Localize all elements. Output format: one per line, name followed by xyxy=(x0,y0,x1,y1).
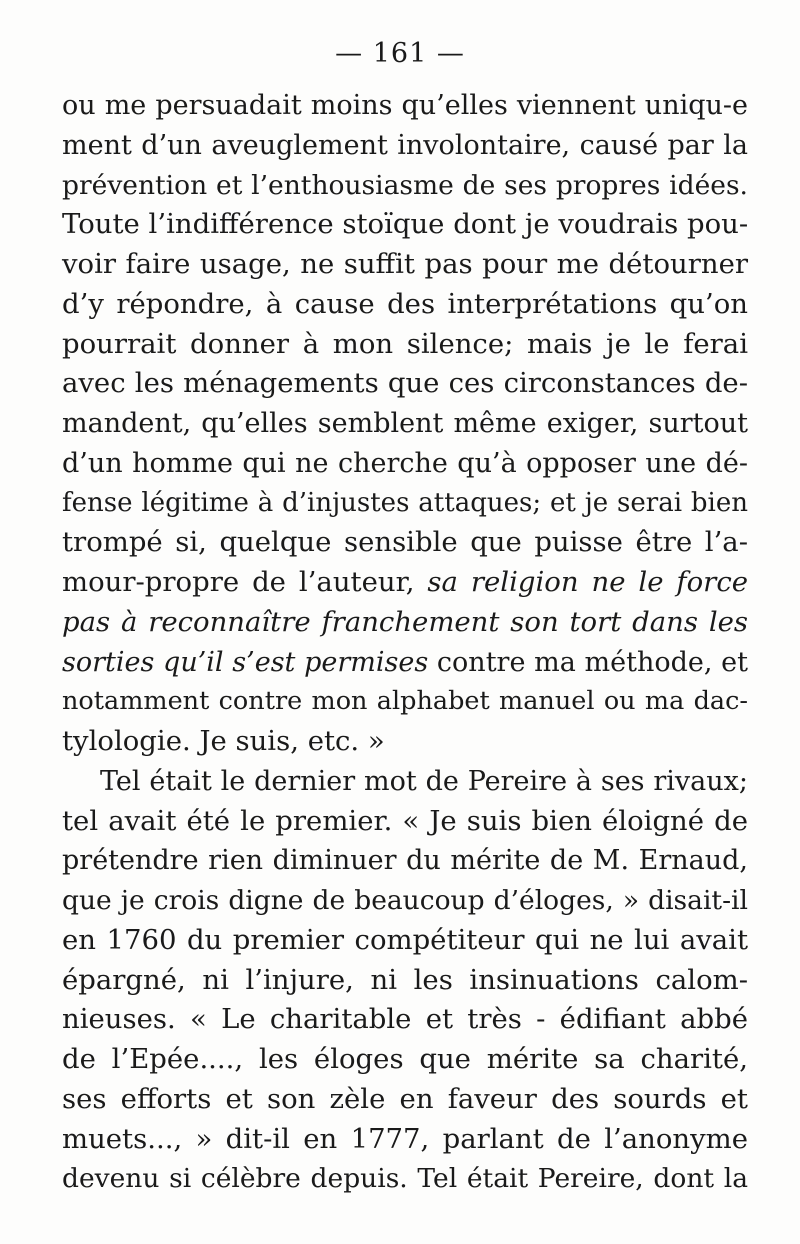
text-line: devenu si célèbre depuis. Tel était Pereire, dont la xyxy=(62,1163,748,1195)
italic-quote: sorties qu’il s’est permises xyxy=(62,646,429,678)
text-line: avec les ménagements que ces circonstances de- xyxy=(62,367,748,400)
text-run: mour-propre de l’auteur, xyxy=(62,566,428,598)
text-line: mandent, qu’elles semblent même exiger, surtout xyxy=(62,408,748,439)
text-line: nieuses. « Le charitable et très - édifiant abbé xyxy=(62,1003,748,1036)
italic-quote: pas à reconnaître franchement son tort dans les xyxy=(62,605,748,638)
text-line: prévention et l’enthousiasme de ses propres idées. xyxy=(62,169,748,201)
text-line: d’y répondre, à cause des interprétations qu’on xyxy=(62,287,748,320)
italic-quote: sa religion ne le force xyxy=(427,566,748,598)
text-line: tylologie. Je suis, etc. » xyxy=(62,725,385,757)
text-line: Tel était le dernier mot de Pereire à ses rivaux; xyxy=(100,765,748,797)
text-line xyxy=(62,603,748,643)
text-line: fense légitime à d’injustes attaques; et je serai bien xyxy=(62,487,748,518)
text-line: prétendre rien diminuer du mérite de M. Ernaud, xyxy=(62,845,748,877)
text-line: d’un homme qui ne cherche qu’à opposer une dé- xyxy=(62,447,748,479)
text-line: ment d’un aveuglement involontaire, causé par la xyxy=(62,129,748,161)
text-line: voir faire usage, ne suffit pas pour me détourner xyxy=(62,248,748,280)
text-line: Toute l’indifférence stoïque dont je voudrais pou- xyxy=(62,208,749,241)
text-line: notamment contre mon alphabet manuel ou ma dac- xyxy=(62,686,748,717)
body-text xyxy=(62,86,748,1199)
text-run: contre ma méthode, et xyxy=(428,646,748,678)
text-line: muets..., » dit-il en 1777, parlant de l’anonyme xyxy=(62,1122,748,1155)
text-line: tel avait été le premier. « Je suis bien éloigné de xyxy=(62,804,748,837)
text-line: ou me persuadait moins qu’elles viennent uniqu-e xyxy=(62,90,748,121)
page-number: — 161 — xyxy=(335,38,465,69)
text-line xyxy=(62,563,748,603)
text-line: de l’Epée...., les éloges que mérite sa charité, xyxy=(62,1043,748,1075)
text-line: que je crois digne de beaucoup d’éloges, » disait-il xyxy=(62,885,748,916)
text-line: épargné, ni l’injure, ni les insinuations calom- xyxy=(62,963,748,996)
text-line: trompé si, quelque sensible que puisse être l’a- xyxy=(62,526,748,559)
text-line xyxy=(62,643,748,683)
text-line: en 1760 du premier compétiteur qui ne lui avait xyxy=(62,923,748,956)
text-line: pourrait donner à mon silence; mais je le ferai xyxy=(62,327,748,360)
text-line: ses efforts et son zèle en faveur des sourds et xyxy=(62,1082,748,1115)
